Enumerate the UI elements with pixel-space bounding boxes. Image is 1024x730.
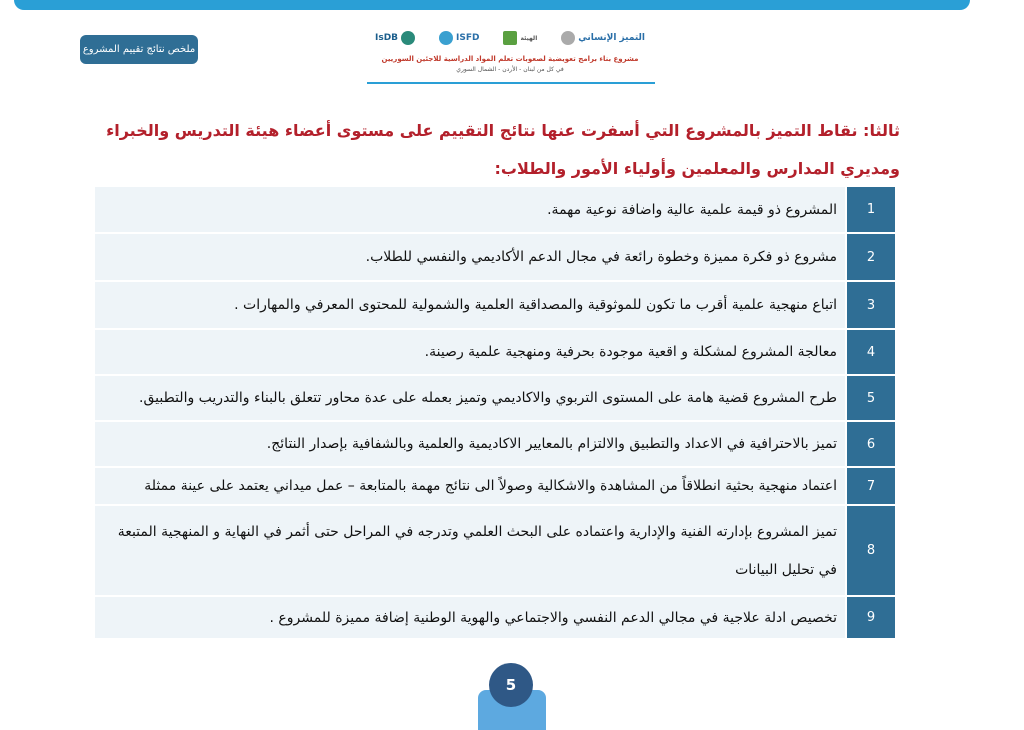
row-text: معالجة المشروع لمشكلة و اقعية موجودة بحرفية ومنهجية علمية رصينة.: [95, 329, 846, 375]
isfd-logo: ISFD: [439, 31, 479, 45]
row-text: اعتماد منهجية بحثية انطلاقاً من المشاهدة والاشكالية وصولاً الى نتائج مهمة بالمتابعة – عمل ميداني يعتمد على عينة ممثلة: [95, 467, 846, 505]
table-row: [95, 329, 895, 375]
section-heading: ثالثا: نقاط التميز بالمشروع التي أسفرت عنها نتائج التقييم على مستوى أعضاء هيئة التدريس والخبراء ومديري المدارس والمعلمين وأولياء الأمور والطلاب:: [106, 121, 900, 178]
authority-logo: الهيئة: [503, 31, 537, 45]
row-text: تميز المشروع بإدارته الفنية والإدارية واعتماده على البحث العلمي وتدرجه في المراحل حتى أثمر في النهاية و المنهجية المتبعة في تحليل البيانات: [95, 505, 846, 596]
row-number: 6: [846, 421, 895, 467]
table-row: [95, 505, 895, 596]
row-text: المشروع ذو قيمة علمية عالية واضافة نوعية مهمة.: [95, 187, 846, 233]
table-row: [95, 281, 895, 329]
project-title: مشروع بناء برامج تعويضية لصعوبات تعلم المواد الدراسية للاجئين السوريين في كل من لبنان - الأردن - الشمال السوري: [381, 55, 639, 73]
table-row: [95, 596, 895, 639]
row-text: طرح المشروع قضية هامة على المستوى التربوي والاكاديمي وتميز بعمله على عدة محاور تتعلق بالبناء والتدريب والتطبيق.: [95, 375, 846, 421]
row-text: تخصيص ادلة علاجية في مجالي الدعم النفسي والاجتماعي والهوية الوطنية إضافة مميزة للمشروع .: [95, 596, 846, 639]
top-bar: [14, 0, 970, 10]
row-text: تميز بالاحترافية في الاعداد والتطبيق والالتزام بالمعايير الاكاديمية والعلمية وبالشفافية بإصدار النتائج.: [95, 421, 846, 467]
row-number: 5: [846, 375, 895, 421]
row-number: 3: [846, 281, 895, 329]
row-number: 4: [846, 329, 895, 375]
row-text: اتباع منهجية علمية أقرب ما تكون للموثوقية والمصداقية العلمية والشمولية للمحتوى المعرفي والمهارات .: [95, 281, 846, 329]
header-divider: [367, 82, 655, 84]
row-number: 1: [846, 187, 895, 233]
row-number: 8: [846, 505, 895, 596]
table-row: [95, 421, 895, 467]
humanitarian-excellence-logo: التميز الإنساني: [561, 31, 645, 45]
table-row: [95, 467, 895, 505]
table-row: [95, 233, 895, 281]
row-number: 7: [846, 467, 895, 505]
excellence-table: [95, 187, 895, 640]
logos: [375, 18, 645, 58]
table-row: [95, 375, 895, 421]
summary-button[interactable]: ملخص نتائج تقييم المشروع: [80, 35, 198, 64]
row-number: 9: [846, 596, 895, 639]
isdb-logo: IsDB: [375, 31, 415, 45]
page-number: 5: [489, 663, 533, 707]
row-text: مشروع ذو فكرة مميزة وخطوة رائعة في مجال الدعم الأكاديمي والنفسي للطلاب.: [95, 233, 846, 281]
table-row: [95, 187, 895, 233]
row-number: 2: [846, 233, 895, 281]
